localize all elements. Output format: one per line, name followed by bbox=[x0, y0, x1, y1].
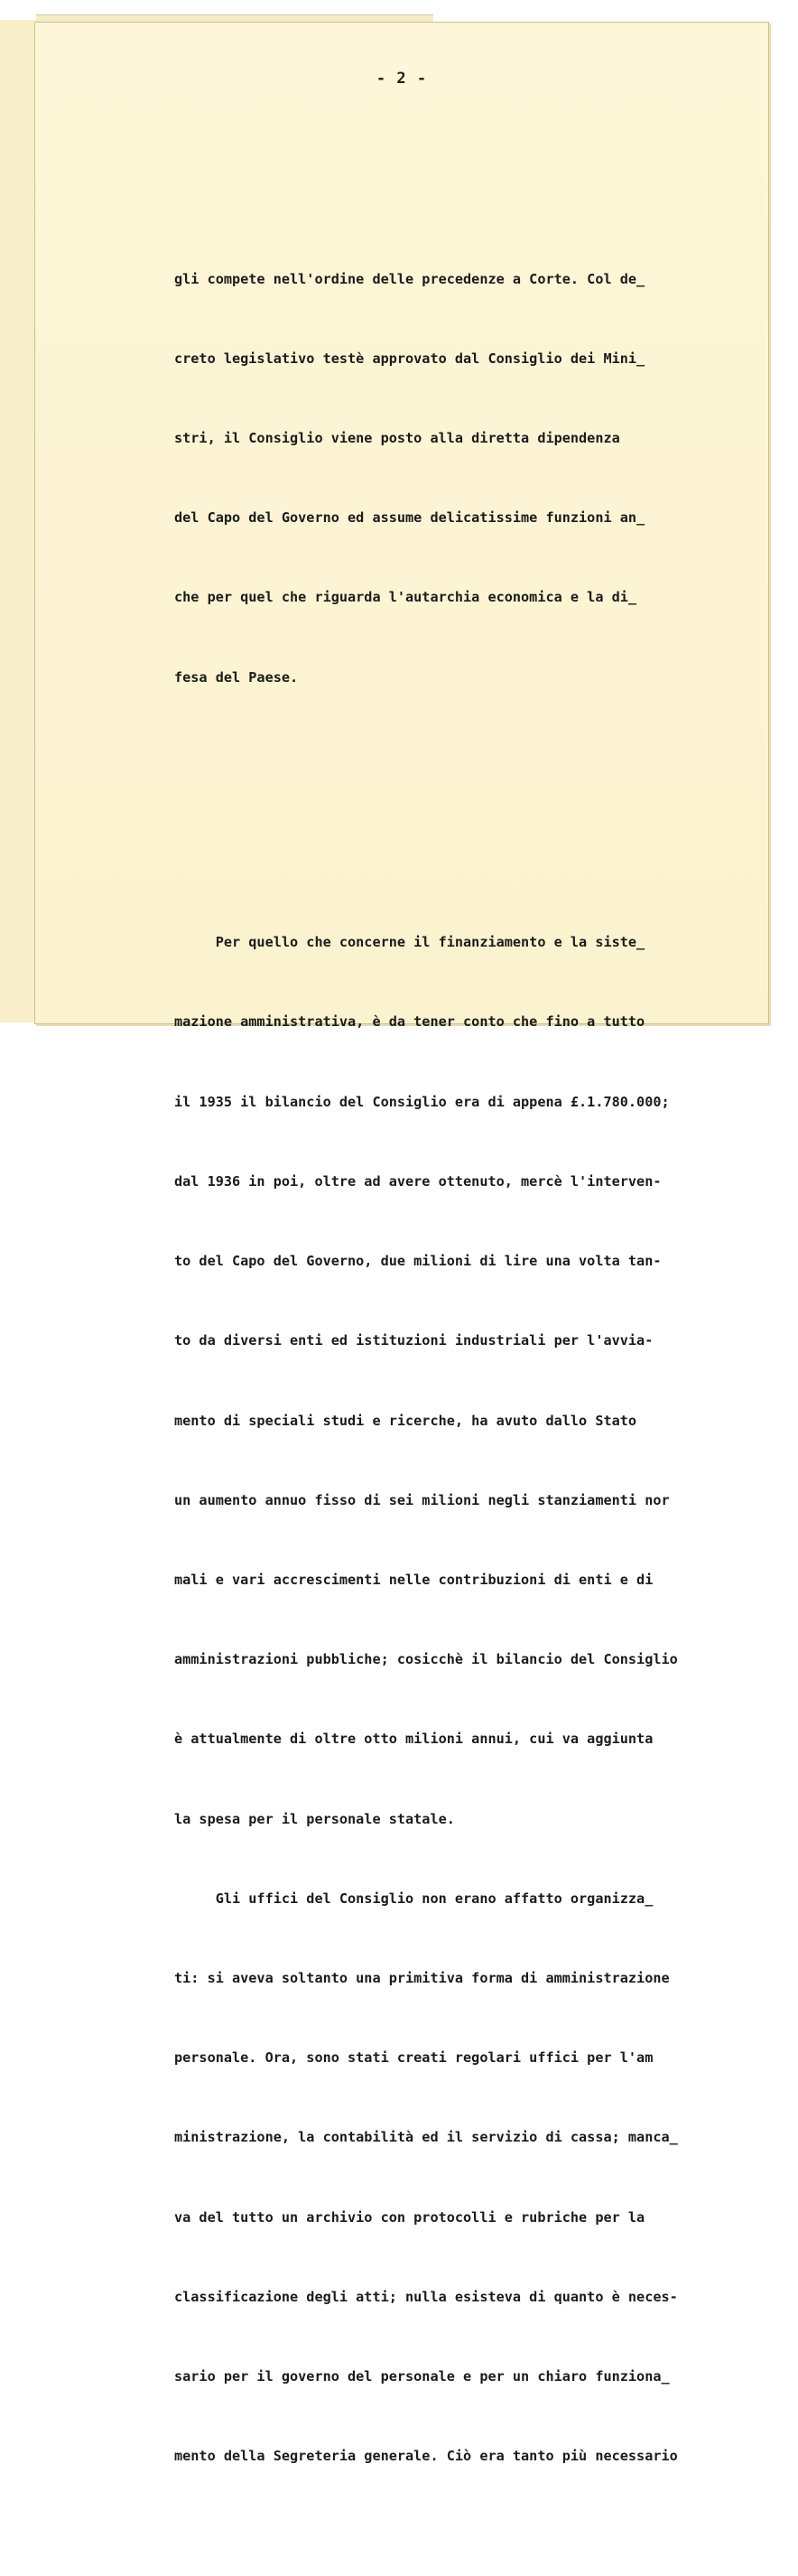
text-line: sario per il governo del personale e per un chiaro funziona_ bbox=[174, 2367, 670, 2385]
paragraph-1 bbox=[174, 213, 752, 744]
paragraph-gap bbox=[174, 798, 752, 824]
text-line: to del Capo del Governo, due milioni di lire una volta tan- bbox=[174, 1253, 662, 1270]
text-line: mali e vari accrescimenti nelle contribuzioni di enti e di bbox=[174, 1571, 654, 1588]
text-line: un aumento annuo fisso di sei milioni negli stanziamenti nor bbox=[174, 1491, 670, 1508]
text-line: ti: si aveva soltanto una primitiva forma di amministrazione bbox=[174, 1969, 670, 1986]
text-line: il 1935 il bilancio del Consiglio era di appena £.1.780.000; bbox=[174, 1093, 670, 1110]
text-line: mento di speciali studi e ricerche, ha avuto dallo Stato bbox=[174, 1412, 637, 1429]
text-line: ministrazione, la contabilità ed il servizio di cassa; manca_ bbox=[174, 2129, 678, 2146]
text-line: va del tutto un archivio con protocolli e rubriche per la bbox=[174, 2208, 645, 2226]
text-line: è attualmente di oltre otto milioni annui, cui va aggiunta bbox=[174, 1731, 654, 1748]
text-line: che per quel che riguarda l'autarchia economica e la di_ bbox=[174, 589, 637, 606]
text-line: la spesa per il personale statale. bbox=[174, 1810, 455, 1827]
page-number: - 2 - bbox=[376, 70, 428, 88]
text-line: Per quello che concerne il finanziamento e la siste_ bbox=[174, 934, 645, 951]
text-line: amministrazioni pubbliche; cosicchè il bilancio del Consiglio bbox=[174, 1651, 678, 1668]
paragraph-2 bbox=[174, 876, 752, 2523]
text-line: Gli uffici del Consiglio non erano affatto organizza_ bbox=[174, 1890, 654, 1907]
text-line: personale. Ora, sono stati creati regolari uffici per l'am bbox=[174, 2049, 654, 2067]
underlying-page-edge bbox=[0, 20, 37, 1022]
typed-page bbox=[34, 22, 769, 2465]
text-line: stri, il Consiglio viene posto alla diretta dipendenza bbox=[174, 430, 620, 447]
text-line: mento della Segreteria generale. Ciò era tanto più necessario bbox=[174, 2448, 678, 2465]
text-line: classificazione degli atti; nulla esisteva di quanto è neces- bbox=[174, 2288, 678, 2305]
text-line: mazione amministrativa, è da tener conto che fino a tutto bbox=[174, 1013, 645, 1031]
text-line: fesa del Paese. bbox=[174, 668, 299, 686]
text-line: del Capo del Governo ed assume delicatissime funzioni an_ bbox=[174, 509, 645, 527]
text-line: to da diversi enti ed istituzioni industriali per l'avvia- bbox=[174, 1332, 654, 1349]
document-body bbox=[174, 160, 752, 2576]
text-line: creto legislativo testè approvato dal Consiglio dei Mini_ bbox=[174, 350, 645, 367]
text-line: dal 1936 in poi, oltre ad avere ottenuto, mercè l'interven- bbox=[174, 1172, 662, 1190]
text-line: gli compete nell'ordine delle precedenze a Corte. Col de_ bbox=[174, 270, 645, 287]
